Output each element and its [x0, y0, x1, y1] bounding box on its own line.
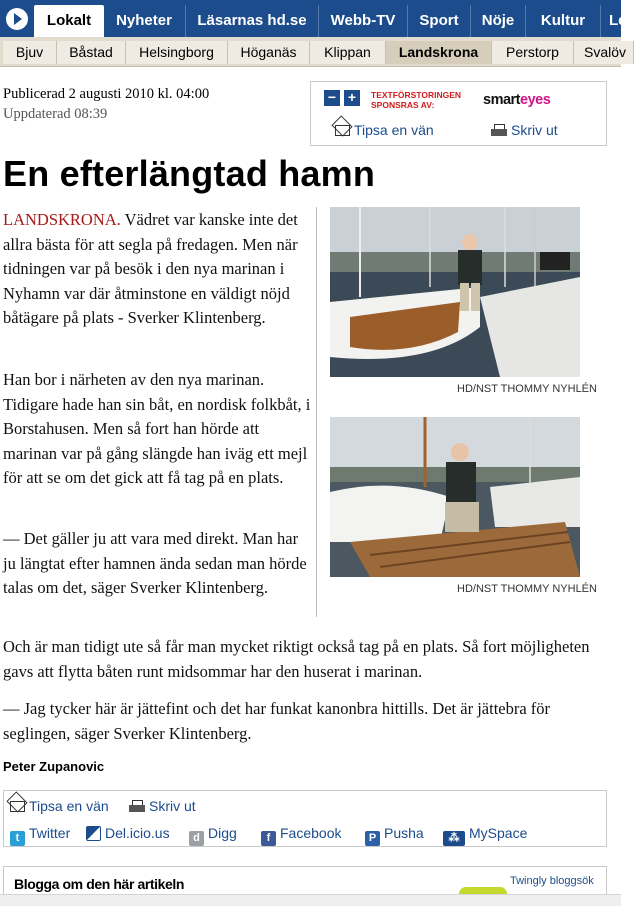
twingly-search-link[interactable]: Twingly bloggsök	[510, 875, 594, 887]
zoom-in-button[interactable]: +	[344, 90, 360, 106]
photo-2-image	[330, 417, 580, 577]
share-delicious-link[interactable]	[86, 825, 170, 841]
sponsor-line-1: TEXTFÖRSTORINGEN	[371, 90, 462, 100]
subnav-item-svalov[interactable]: Svalöv	[574, 41, 634, 64]
delicious-icon	[86, 826, 101, 841]
twitter-icon: t	[10, 831, 25, 846]
tab-nyheter[interactable]: Nyheter	[116, 12, 172, 29]
share-myspace-link[interactable]	[443, 825, 527, 846]
paragraph-5: — Jag tycker här är jättefint och det har funkat kanonbra hittills. Det är jättebra för seglingen, säger Sverker Klintenberg.	[3, 699, 551, 743]
article-author: Peter Zupanovic	[3, 759, 105, 774]
printer-icon	[491, 124, 507, 137]
tab-le[interactable]: Le	[600, 5, 640, 37]
photo-1-image	[330, 207, 580, 377]
mail-icon	[335, 125, 350, 136]
updated-time: Uppdaterad 08:39	[3, 106, 108, 122]
mail-icon	[10, 801, 25, 812]
publish-info	[3, 84, 209, 124]
photo-1-caption: HD/NST THOMMY NYHLÉN	[457, 383, 597, 395]
tab-lokalt[interactable]: Lokalt	[34, 5, 104, 37]
print-label: Skriv ut	[511, 122, 558, 138]
myspace-icon: ⁂	[443, 831, 465, 846]
share-tip-label: Tipsa en vän	[29, 798, 109, 814]
subnav-item-hoganas[interactable]: Höganäs	[228, 41, 310, 64]
printer-icon	[129, 800, 145, 813]
subnav-item-bastad[interactable]: Båstad	[57, 41, 126, 64]
article-photo-1[interactable]	[330, 207, 580, 377]
share-facebook-link[interactable]	[261, 825, 341, 846]
column-divider	[316, 207, 317, 617]
tab-lasarnas-hd[interactable]: Läsarnas hd.se	[185, 5, 318, 37]
tip-friend-label: Tipsa en vän	[354, 122, 434, 138]
article-photo-2[interactable]	[330, 417, 580, 577]
zoom-out-button[interactable]: −	[324, 90, 340, 106]
digg-label: Digg	[208, 825, 237, 841]
tab-sport[interactable]: Sport	[407, 5, 470, 37]
dateline-place: LANDSKRONA.	[3, 210, 121, 229]
text-tools-box	[310, 81, 607, 146]
print-link[interactable]	[491, 122, 558, 138]
digg-icon: d	[189, 831, 204, 846]
share-twitter-link[interactable]	[10, 825, 70, 846]
facebook-icon: f	[261, 831, 276, 846]
facebook-label: Facebook	[280, 825, 342, 841]
sponsor-text	[371, 90, 481, 110]
home-icon[interactable]	[6, 8, 28, 30]
paragraph-1	[3, 208, 313, 331]
subnav-item-bjuv[interactable]: Bjuv	[3, 41, 57, 64]
paragraph-3: — Det gäller ju att vara med direkt. Man har ju längtat efter hamnen ända sedan man hörde talas om det, säger Sverker Klintenberg.	[3, 529, 307, 597]
subnav-item-helsingborg[interactable]: Helsingborg	[126, 41, 228, 64]
share-print-link[interactable]	[129, 798, 196, 814]
photo-2-caption: HD/NST THOMMY NYHLÉN	[457, 583, 597, 595]
sub-navigation	[0, 37, 627, 67]
tip-friend-link[interactable]	[335, 122, 434, 138]
paragraph-2: Han bor i närheten av den nya marinan. Tidigare hade han sin båt, en nordisk folkbåt, i Borstahusen. Men så fort han hörde att marinan var på gång slängde han iväg ett mejl för att se om det gick att få tag på en plats.	[3, 370, 311, 487]
share-pusha-link[interactable]	[365, 825, 424, 846]
share-tip-friend-link[interactable]	[10, 798, 109, 814]
horizontal-scrollbar[interactable]	[0, 894, 621, 906]
share-print-label: Skriv ut	[149, 798, 196, 814]
paragraph-1-text: Vädret var kanske inte det allra bästa för att segla på fredagen. Men när tidningen var på besök i den nya marinan i Nyhamn var där åtminstone en väldigt nöjd båtägare på plats - Sverker Klintenberg.	[3, 210, 298, 327]
sponsor-line-2: SPONSRAS AV:	[371, 100, 435, 110]
subnav-item-perstorp[interactable]: Perstorp	[492, 41, 574, 64]
pusha-label: Pusha	[384, 825, 424, 841]
myspace-label: MySpace	[469, 825, 528, 841]
pusha-icon: P	[365, 831, 380, 846]
article-headline: En efterlängtad hamn	[3, 153, 376, 194]
delicious-label: Del.icio.us	[105, 825, 170, 841]
published-date: Publicerad 2 augusti 2010 kl. 04:00	[3, 86, 210, 102]
brand-part-b: eyes	[520, 92, 551, 108]
tab-webb-tv[interactable]: Webb-TV	[318, 5, 407, 37]
share-digg-link[interactable]	[189, 825, 237, 846]
tab-noje[interactable]: Nöje	[470, 5, 525, 37]
paragraph-4: Och är man tidigt ute så får man mycket riktigt också tag på en plats. Så fort möjligheten gavs att flytta båten runt midsommar har den huserat i marinan.	[3, 637, 590, 681]
subnav-item-landskrona[interactable]: Landskrona	[386, 41, 492, 64]
smarteyes-logo[interactable]	[483, 92, 550, 108]
blog-title: Blogga om den här artikeln	[14, 876, 185, 892]
twitter-label: Twitter	[29, 825, 71, 841]
share-box	[3, 790, 607, 847]
brand-part-a: smart	[483, 92, 520, 108]
top-navigation	[0, 0, 627, 37]
subnav-item-klippan[interactable]: Klippan	[310, 41, 386, 64]
tab-kultur[interactable]: Kultur	[525, 5, 600, 37]
